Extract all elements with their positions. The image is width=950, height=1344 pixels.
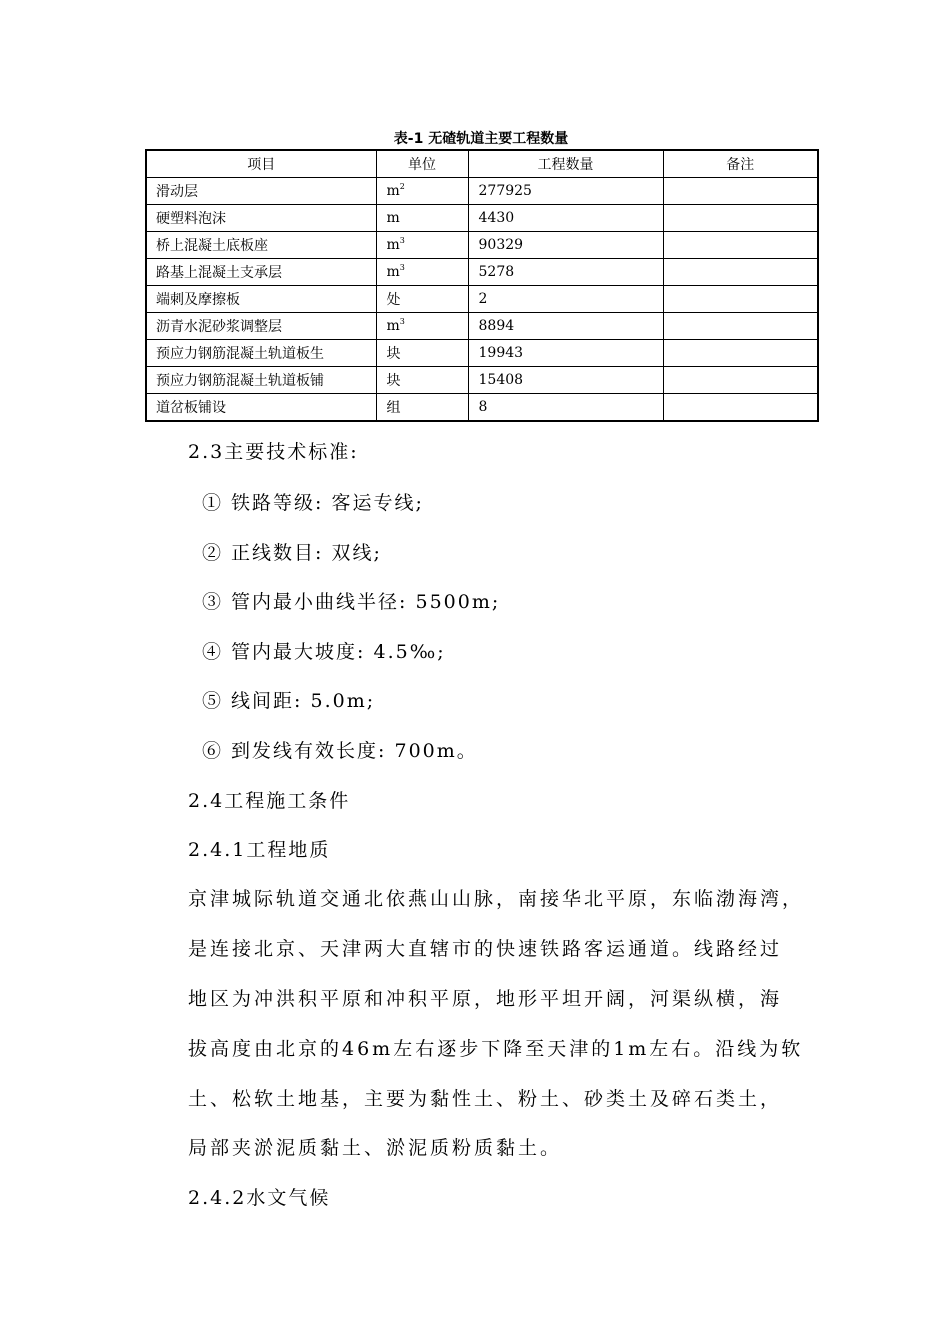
note-cell — [663, 259, 818, 286]
table-row — [146, 367, 818, 394]
item-cell: 预应力钢筋混凝土轨道板铺 — [146, 367, 376, 394]
section-heading-2-3: 2.3主要技术标准: — [188, 441, 359, 463]
standard-item: ⑥ 到发线有效长度: 700m。 — [202, 740, 478, 762]
quantity-cell: 19943 — [468, 340, 663, 367]
quantity-cell: 8894 — [468, 313, 663, 340]
standard-item: ② 正线数目: 双线; — [202, 542, 382, 564]
standard-item: ③ 管内最小曲线半径: 5500m; — [202, 591, 501, 613]
item-cell: 滑动层 — [146, 178, 376, 205]
paragraph-line: 局部夹淤泥质黏土、淤泥质粉质黏土。 — [188, 1137, 563, 1159]
section-heading-2-4: 2.4工程施工条件 — [188, 790, 351, 812]
table-row — [146, 313, 818, 340]
item-cell: 沥青水泥砂浆调整层 — [146, 313, 376, 340]
item-cell: 硬塑料泡沫 — [146, 205, 376, 232]
table-caption: 表-1 无碴轨道主要工程数量 — [393, 131, 569, 147]
unit-cell: $m^3$ — [376, 259, 468, 286]
note-cell — [663, 178, 818, 205]
table-header-row — [146, 150, 818, 178]
unit-cell: m — [376, 205, 468, 232]
quantity-table — [145, 149, 819, 422]
quantity-cell: 90329 — [468, 232, 663, 259]
table-row — [146, 178, 818, 205]
paragraph-line: 京津城际轨道交通北依燕山山脉，南接华北平原，东临渤海湾， — [188, 888, 805, 910]
note-cell — [663, 286, 818, 313]
unit-cell: 块 — [376, 367, 468, 394]
subsection-heading-2-4-2: 2.4.2水文气候 — [188, 1187, 331, 1209]
table-row — [146, 286, 818, 313]
note-cell — [663, 394, 818, 422]
unit-cell: $m^2$ — [376, 178, 468, 205]
table-row — [146, 205, 818, 232]
standard-item: ① 铁路等级: 客运专线; — [202, 492, 424, 514]
unit-cell: 组 — [376, 394, 468, 422]
table-row — [146, 394, 818, 422]
subsection-heading-2-4-1: 2.4.1工程地质 — [188, 839, 331, 861]
item-cell: 预应力钢筋混凝土轨道板生 — [146, 340, 376, 367]
header-item: 项目 — [146, 150, 376, 178]
quantity-cell: 5278 — [468, 259, 663, 286]
note-cell — [663, 232, 818, 259]
unit-cell: $m^3$ — [376, 232, 468, 259]
note-cell — [663, 205, 818, 232]
unit-cell: 块 — [376, 340, 468, 367]
note-cell — [663, 367, 818, 394]
table-row — [146, 340, 818, 367]
standard-item: ④ 管内最大坡度: 4.5‰; — [202, 641, 446, 663]
paragraph-line: 地区为冲洪积平原和冲积平原，地形平坦开阔，河渠纵横，海 — [188, 988, 783, 1010]
unit-cell: $m^3$ — [376, 313, 468, 340]
paragraph-line: 是连接北京、天津两大直辖市的快速铁路客运通道。线路经过 — [188, 938, 783, 960]
quantity-cell: 8 — [468, 394, 663, 422]
paragraph-line: 拔高度由北京的46m左右逐步下降至天津的1m左右。沿线为软 — [188, 1038, 804, 1060]
table-row — [146, 259, 818, 286]
item-cell: 桥上混凝土底板座 — [146, 232, 376, 259]
note-cell — [663, 340, 818, 367]
header-unit: 单位 — [376, 150, 468, 178]
quantity-cell: 4430 — [468, 205, 663, 232]
standard-item: ⑤ 线间距: 5.0m; — [202, 690, 376, 712]
item-cell: 路基上混凝土支承层 — [146, 259, 376, 286]
item-cell: 端刺及摩擦板 — [146, 286, 376, 313]
quantity-cell: 2 — [468, 286, 663, 313]
quantity-cell: 277925 — [468, 178, 663, 205]
note-cell — [663, 313, 818, 340]
item-cell: 道岔板铺设 — [146, 394, 376, 422]
quantity-cell: 15408 — [468, 367, 663, 394]
paragraph-line: 土、松软土地基，主要为黏性土、粉土、砂类土及碎石类土， — [188, 1088, 783, 1110]
header-quantity: 工程数量 — [468, 150, 663, 178]
header-note: 备注 — [663, 150, 818, 178]
table-row — [146, 232, 818, 259]
unit-cell: 处 — [376, 286, 468, 313]
